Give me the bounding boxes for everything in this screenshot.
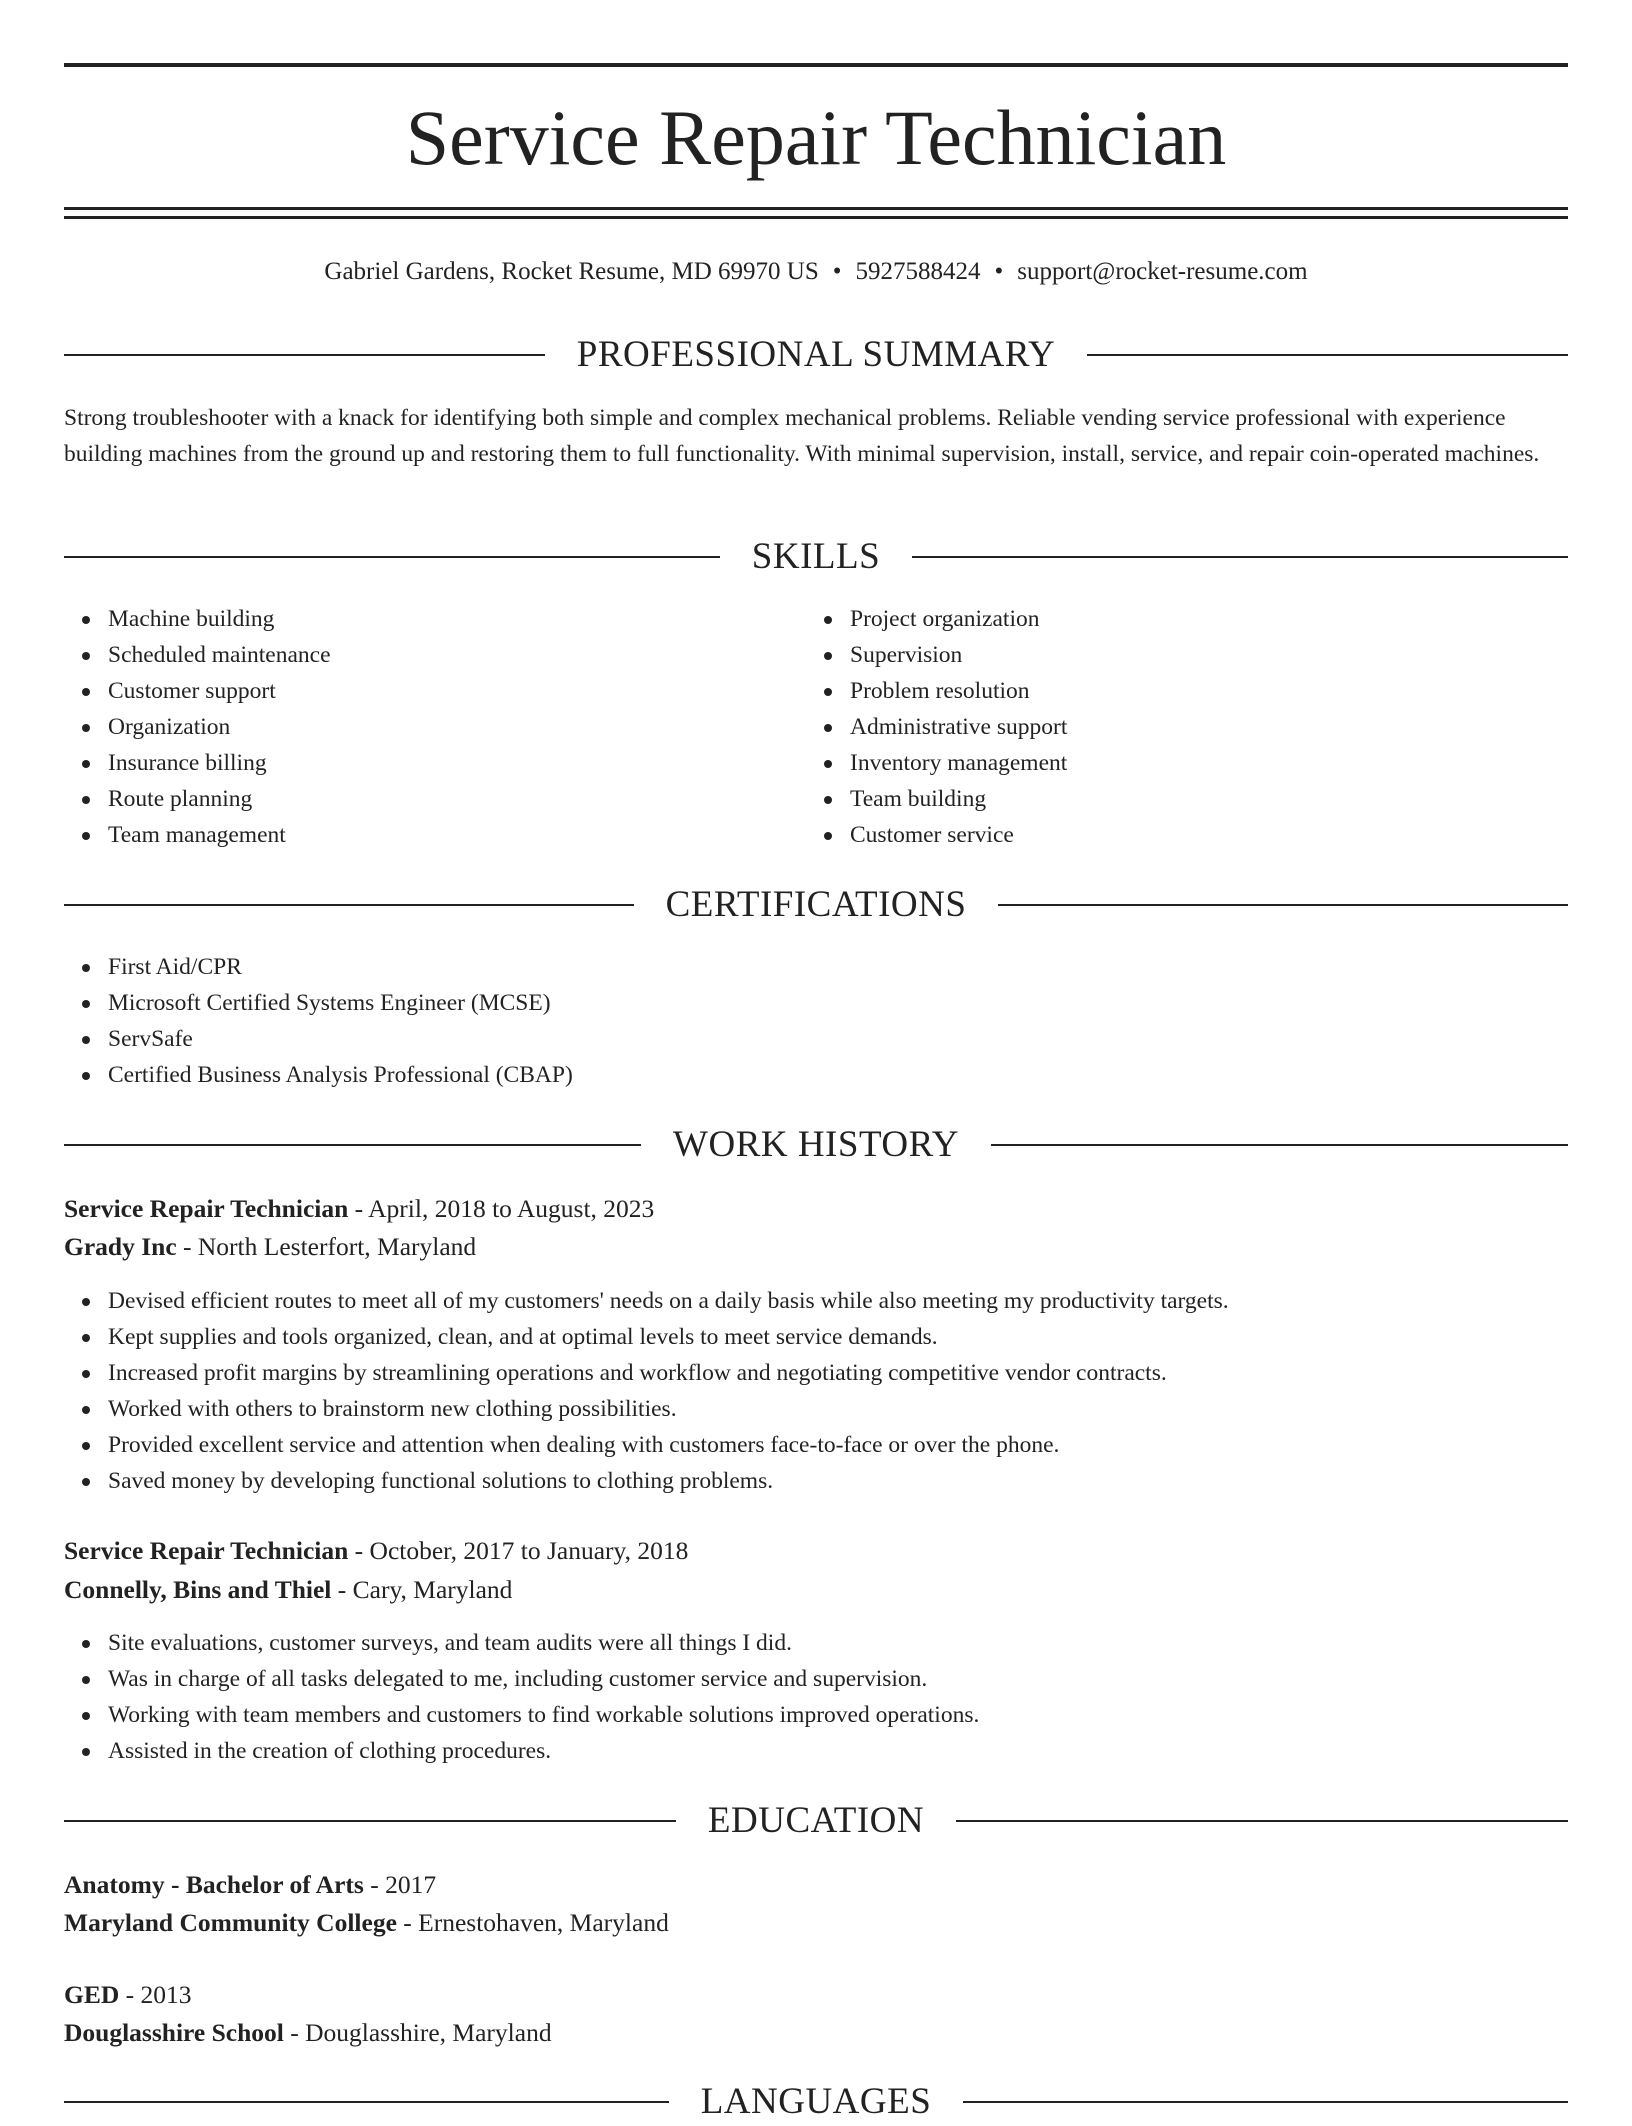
education-school-line — [64, 1904, 1568, 1942]
job-bullet: Was in charge of all tasks delegated to me, including customer service and supervision. — [108, 1661, 1568, 1697]
education-location: - Douglasshire, Maryland — [283, 2018, 552, 2047]
skill-item: Project organization — [850, 601, 1550, 637]
heading-rule — [64, 1820, 676, 1822]
contact-separator: • — [994, 258, 1004, 285]
skill-item: Scheduled maintenance — [108, 637, 808, 673]
contact-address: Gabriel Gardens, Rocket Resume, MD 69970 US — [324, 258, 819, 285]
section-heading-education — [64, 1797, 1568, 1845]
certification-item: First Aid/CPR — [108, 949, 1508, 985]
job-bullets — [64, 1283, 1568, 1499]
job-company: Connelly, Bins and Thiel — [64, 1575, 332, 1604]
heading-rule — [991, 1144, 1568, 1146]
heading-rule — [64, 904, 634, 906]
job-bullet: Working with team members and customers to find workable solutions improved operations. — [108, 1697, 1568, 1733]
skill-item: Problem resolution — [850, 673, 1550, 709]
job-location: - North Lesterfort, Maryland — [176, 1232, 477, 1261]
resume-title: Service Repair Technician — [405, 94, 1227, 181]
contact-phone: 5927588424 — [855, 258, 981, 285]
section-title: EDUCATION — [707, 1800, 925, 1841]
education-degree-line — [64, 1866, 1568, 1904]
skill-item: Team management — [108, 817, 808, 853]
section-title: SKILLS — [751, 536, 881, 577]
certifications-list — [64, 949, 1508, 1093]
skill-item: Organization — [108, 709, 808, 745]
certification-item: Microsoft Certified Systems Engineer (MCSE) — [108, 985, 1508, 1021]
skills-list-left — [64, 601, 808, 853]
heading-rule — [64, 556, 720, 558]
job-title-line — [64, 1532, 1568, 1570]
heading-rule — [963, 2101, 1568, 2103]
heading-rule — [956, 1820, 1568, 1822]
skill-item: Customer service — [850, 817, 1550, 853]
job-bullet: Site evaluations, customer surveys, and team audits were all things I did. — [108, 1625, 1568, 1661]
section-heading-summary — [64, 331, 1568, 379]
top-rule — [64, 63, 1568, 67]
job-dates: - April, 2018 to August, 2023 — [348, 1194, 655, 1223]
heading-rule — [912, 556, 1568, 558]
education-degree: Anatomy - Bachelor of Arts — [64, 1870, 364, 1899]
skill-item: Insurance billing — [108, 745, 808, 781]
job-bullet: Increased profit margins by streamlining operations and workflow and negotiating competitive vendor contracts. — [108, 1355, 1568, 1391]
education-degree-line — [64, 1976, 1568, 2014]
heading-rule — [1087, 354, 1568, 356]
certification-item: ServSafe — [108, 1021, 1508, 1057]
skill-item: Route planning — [108, 781, 808, 817]
heading-rule — [64, 1144, 641, 1146]
section-title: PROFESSIONAL SUMMARY — [576, 334, 1056, 375]
job-bullet: Kept supplies and tools organized, clean, and at optimal levels to meet service demands. — [108, 1319, 1568, 1355]
job-bullet: Saved money by developing functional solutions to clothing problems. — [108, 1463, 1568, 1499]
section-title: WORK HISTORY — [673, 1124, 959, 1165]
skill-item: Machine building — [108, 601, 808, 637]
title-double-rule — [64, 207, 1568, 219]
education-year: - 2013 — [119, 1980, 192, 2009]
job-title: Service Repair Technician — [64, 1194, 349, 1223]
job-title: Service Repair Technician — [64, 1536, 349, 1565]
section-heading-skills — [64, 533, 1568, 581]
job-title-line — [64, 1190, 1568, 1228]
skill-item: Supervision — [850, 637, 1550, 673]
skills-list-right — [806, 601, 1550, 853]
heading-rule — [64, 354, 545, 356]
education-degree: GED — [64, 1980, 120, 2009]
skill-item: Team building — [850, 781, 1550, 817]
job-company-line — [64, 1228, 1568, 1266]
contact-email: support@rocket-resume.com — [1017, 258, 1308, 285]
certification-item: Certified Business Analysis Professional (CBAP) — [108, 1057, 1508, 1093]
summary-text: Strong troubleshooter with a knack for identifying both simple and complex mechanical problems. Reliable vending service professional with experience building machines from the ground up and restoring them to full functionality. With minimal supervision, install, service, and repair coin-operated machines. — [64, 405, 1540, 467]
skill-item: Customer support — [108, 673, 808, 709]
section-heading-certifications — [64, 881, 1568, 929]
education-school: Douglasshire School — [64, 2018, 284, 2047]
job-dates: - October, 2017 to January, 2018 — [348, 1536, 689, 1565]
job-company: Grady Inc — [64, 1232, 177, 1261]
section-heading-languages — [64, 2078, 1568, 2126]
job-bullet: Assisted in the creation of clothing procedures. — [108, 1733, 1568, 1769]
heading-rule — [64, 2101, 669, 2103]
job-bullets — [64, 1625, 1568, 1769]
skill-item: Administrative support — [850, 709, 1550, 745]
section-heading-work-history — [64, 1121, 1568, 1169]
skill-item: Inventory management — [850, 745, 1550, 781]
education-year: - 2017 — [363, 1870, 437, 1899]
heading-rule — [998, 904, 1568, 906]
education-location: - Ernestohaven, Maryland — [396, 1908, 669, 1937]
job-bullet: Provided excellent service and attention when dealing with customers face-to-face or over the phone. — [108, 1427, 1568, 1463]
education-school-line — [64, 2014, 1568, 2052]
job-location: - Cary, Maryland — [331, 1575, 513, 1604]
section-title: CERTIFICATIONS — [665, 884, 967, 925]
job-company-line — [64, 1571, 1568, 1609]
job-bullet: Devised efficient routes to meet all of my customers' needs on a daily basis while also meeting my productivity targets. — [108, 1283, 1568, 1319]
contact-separator: • — [832, 258, 842, 285]
contact-line — [64, 254, 1568, 290]
section-title: LANGUAGES — [700, 2081, 932, 2122]
job-bullet: Worked with others to brainstorm new clothing possibilities. — [108, 1391, 1568, 1427]
education-school: Maryland Community College — [64, 1908, 397, 1937]
